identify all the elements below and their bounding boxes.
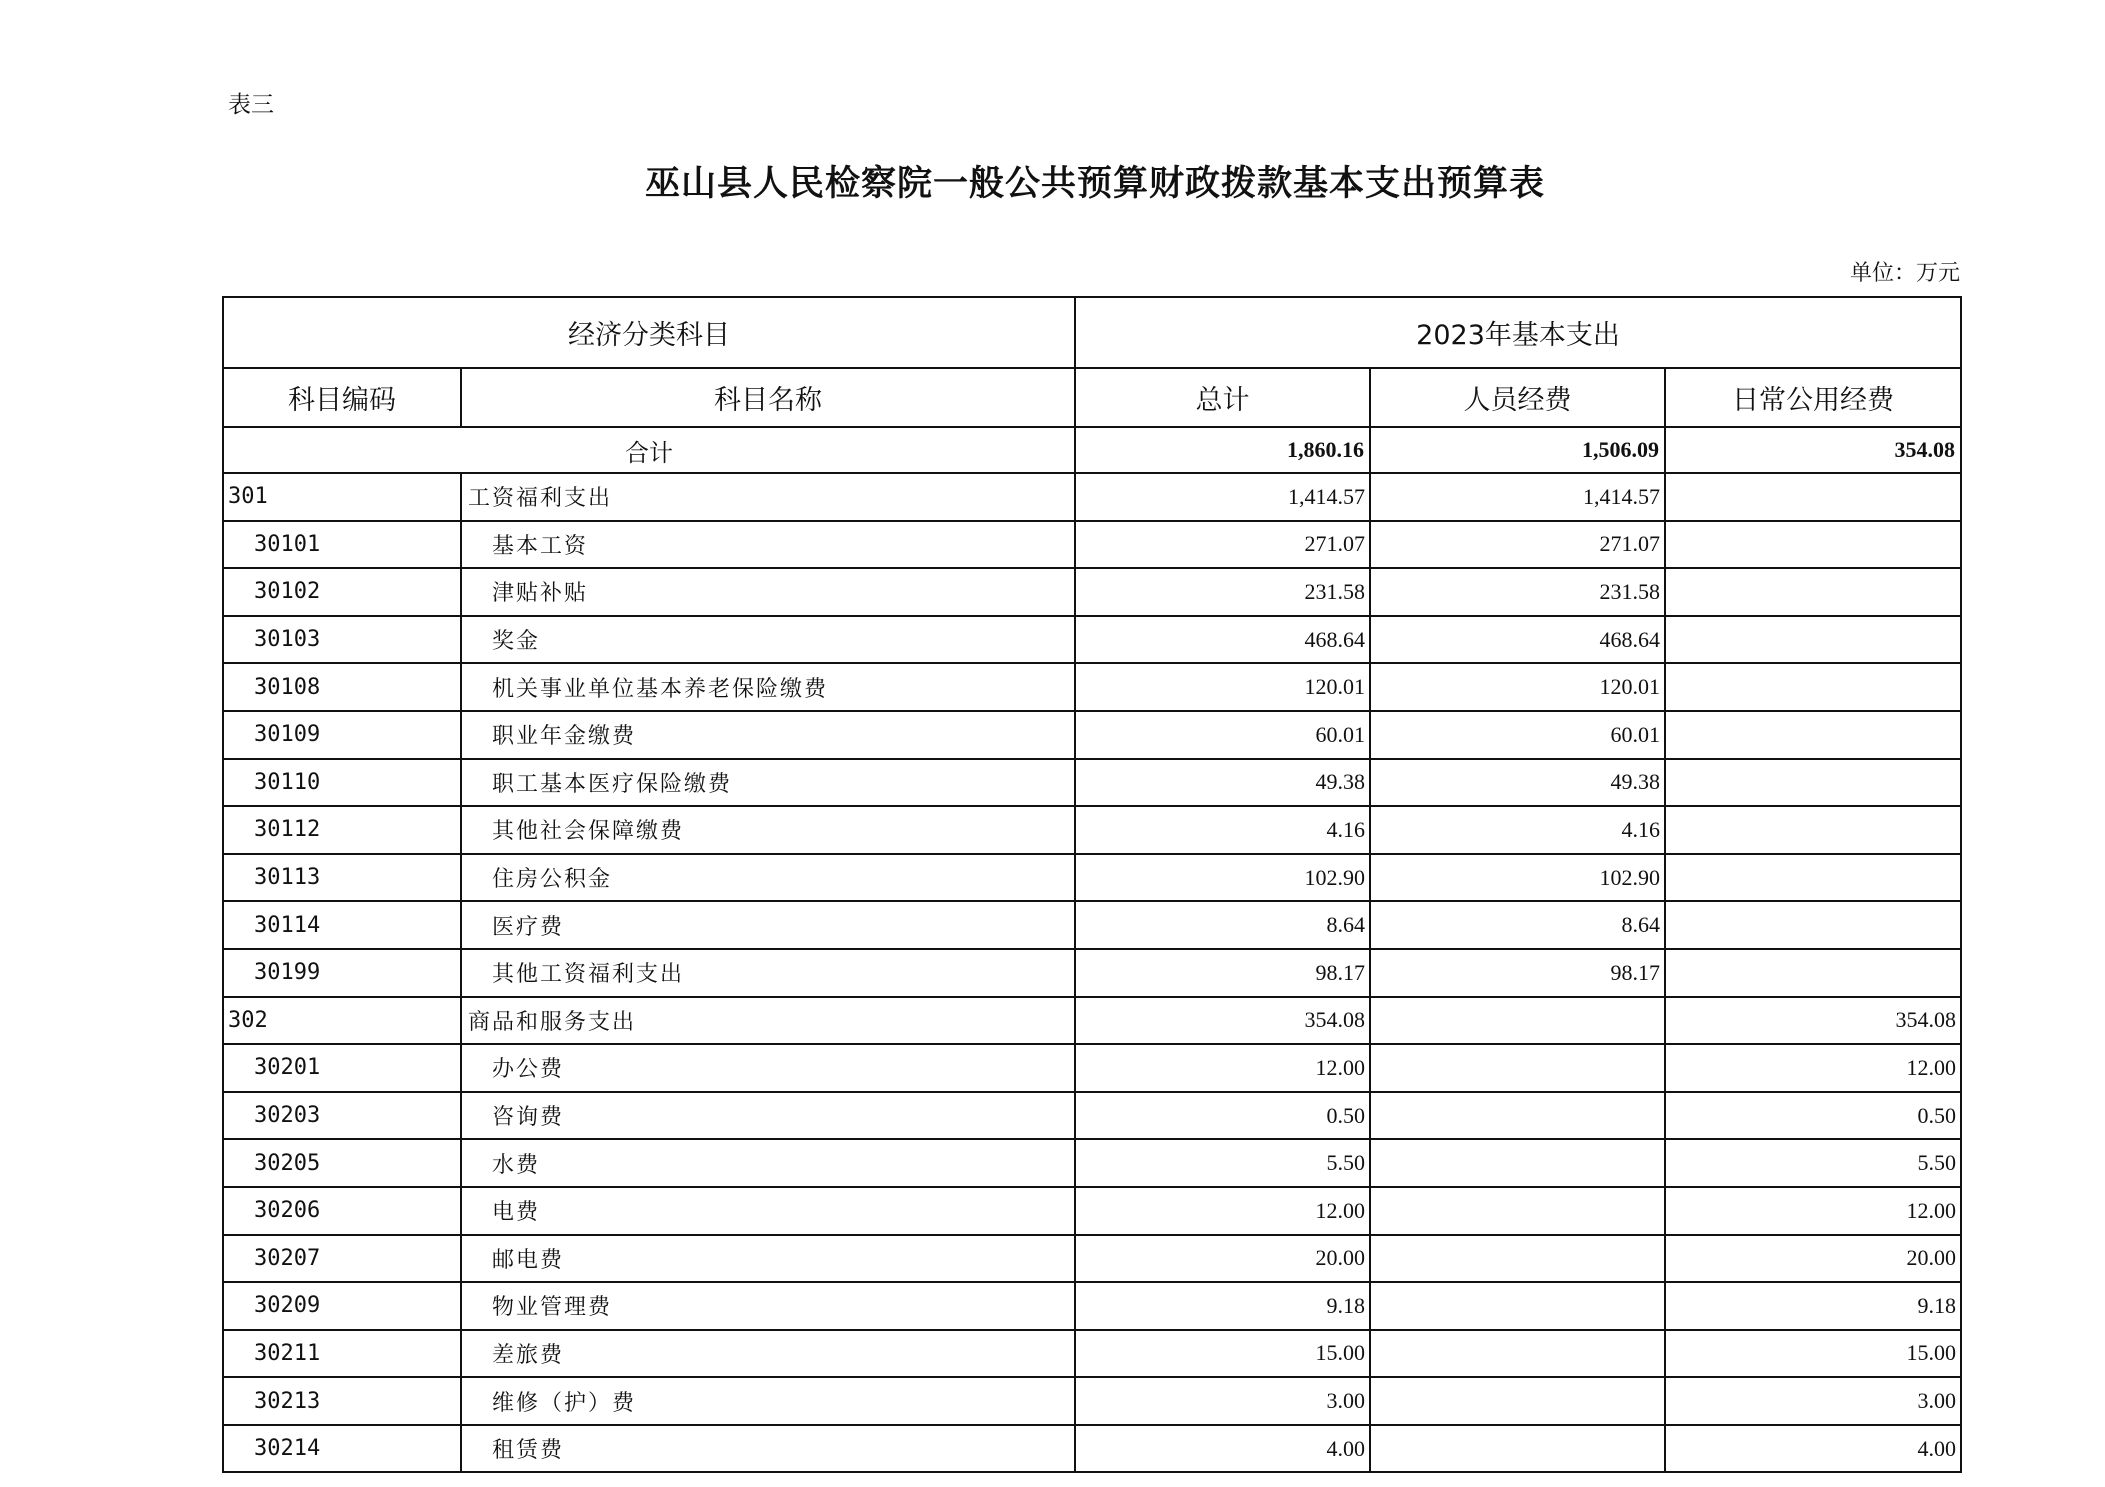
public-cell <box>1665 806 1961 854</box>
header-total: 总计 <box>1075 368 1370 427</box>
public-cell <box>1665 949 1961 997</box>
public-cell: 15.00 <box>1665 1330 1961 1378</box>
budget-table <box>222 296 1962 1473</box>
personnel-cell <box>1370 1282 1665 1330</box>
subject-code-cell: 30112 <box>223 806 461 854</box>
total-cell: 8.64 <box>1075 901 1370 949</box>
total-cell: 120.01 <box>1075 663 1370 711</box>
total-cell: 231.58 <box>1075 568 1370 616</box>
public-cell <box>1665 568 1961 616</box>
table-row <box>223 997 1961 1045</box>
subject-name-cell: 住房公积金 <box>461 854 1075 902</box>
unit-label: 单位：万元 <box>1849 261 1960 286</box>
public-cell <box>1665 521 1961 569</box>
personnel-cell: 102.90 <box>1370 854 1665 902</box>
table-row <box>223 1377 1961 1425</box>
subject-code-cell: 30207 <box>223 1235 461 1283</box>
total-cell: 3.00 <box>1075 1377 1370 1425</box>
personnel-cell: 231.58 <box>1370 568 1665 616</box>
subject-name-cell: 物业管理费 <box>461 1282 1075 1330</box>
table-row <box>223 854 1961 902</box>
total-cell: 4.00 <box>1075 1425 1370 1473</box>
subject-name-cell: 其他社会保障缴费 <box>461 806 1075 854</box>
table-row <box>223 711 1961 759</box>
public-cell: 9.18 <box>1665 1282 1961 1330</box>
total-cell: 354.08 <box>1075 997 1370 1045</box>
personnel-cell: 120.01 <box>1370 663 1665 711</box>
table-row <box>223 901 1961 949</box>
personnel-cell <box>1370 1330 1665 1378</box>
table-row <box>223 473 1961 521</box>
table-row <box>223 663 1961 711</box>
subject-name-cell: 工资福利支出 <box>461 473 1075 521</box>
subject-code-cell: 30113 <box>223 854 461 902</box>
subject-code-cell: 30203 <box>223 1092 461 1140</box>
table-row <box>223 616 1961 664</box>
personnel-cell <box>1370 1377 1665 1425</box>
total-value: 1,860.16 <box>1075 427 1370 473</box>
table-row <box>223 1235 1961 1283</box>
personnel-cell: 8.64 <box>1370 901 1665 949</box>
table-row <box>223 1187 1961 1235</box>
subject-name-cell: 商品和服务支出 <box>461 997 1075 1045</box>
table-row <box>223 568 1961 616</box>
header-personnel-expenses: 人员经费 <box>1370 368 1665 427</box>
total-personnel-value: 1,506.09 <box>1370 427 1665 473</box>
total-cell: 271.07 <box>1075 521 1370 569</box>
public-cell: 12.00 <box>1665 1187 1961 1235</box>
table-row <box>223 1425 1961 1473</box>
subject-name-cell: 津贴补贴 <box>461 568 1075 616</box>
subject-code-cell: 30101 <box>223 521 461 569</box>
table-row <box>223 1282 1961 1330</box>
personnel-cell <box>1370 1092 1665 1140</box>
public-cell: 3.00 <box>1665 1377 1961 1425</box>
subject-code-cell: 30108 <box>223 663 461 711</box>
public-cell: 4.00 <box>1665 1425 1961 1473</box>
table-row <box>223 1044 1961 1092</box>
subject-name-cell: 租赁费 <box>461 1425 1075 1473</box>
public-cell: 20.00 <box>1665 1235 1961 1283</box>
personnel-cell: 49.38 <box>1370 759 1665 807</box>
table-row <box>223 806 1961 854</box>
subject-code-cell: 30110 <box>223 759 461 807</box>
table-row <box>223 759 1961 807</box>
table-row <box>223 1139 1961 1187</box>
personnel-cell: 98.17 <box>1370 949 1665 997</box>
total-cell: 12.00 <box>1075 1187 1370 1235</box>
public-cell: 5.50 <box>1665 1139 1961 1187</box>
subject-name-cell: 咨询费 <box>461 1092 1075 1140</box>
public-cell <box>1665 711 1961 759</box>
personnel-cell <box>1370 1235 1665 1283</box>
subject-code-cell: 30103 <box>223 616 461 664</box>
personnel-cell <box>1370 1044 1665 1092</box>
personnel-cell <box>1370 997 1665 1045</box>
personnel-cell: 468.64 <box>1370 616 1665 664</box>
total-cell: 60.01 <box>1075 711 1370 759</box>
personnel-cell: 60.01 <box>1370 711 1665 759</box>
header-basic-expenditure-2023: 2023年基本支出 <box>1075 297 1961 368</box>
public-cell: 12.00 <box>1665 1044 1961 1092</box>
document-title: 巫山县人民检察院一般公共预算财政拨款基本支出预算表 <box>644 163 1545 204</box>
public-cell: 354.08 <box>1665 997 1961 1045</box>
subject-name-cell: 水费 <box>461 1139 1075 1187</box>
personnel-cell: 4.16 <box>1370 806 1665 854</box>
table-row <box>223 1092 1961 1140</box>
total-cell: 1,414.57 <box>1075 473 1370 521</box>
total-row <box>223 427 1961 473</box>
subject-code-cell: 30114 <box>223 901 461 949</box>
header-subject-code: 科目编码 <box>223 368 461 427</box>
total-label: 合计 <box>223 427 1075 473</box>
total-cell: 5.50 <box>1075 1139 1370 1187</box>
subject-name-cell: 电费 <box>461 1187 1075 1235</box>
subject-code-cell: 30206 <box>223 1187 461 1235</box>
subject-code-cell: 30213 <box>223 1377 461 1425</box>
public-cell <box>1665 473 1961 521</box>
total-cell: 15.00 <box>1075 1330 1370 1378</box>
subject-code-cell: 302 <box>223 997 461 1045</box>
subject-code-cell: 30201 <box>223 1044 461 1092</box>
personnel-cell <box>1370 1425 1665 1473</box>
personnel-cell: 271.07 <box>1370 521 1665 569</box>
personnel-cell <box>1370 1139 1665 1187</box>
total-cell: 98.17 <box>1075 949 1370 997</box>
public-cell <box>1665 663 1961 711</box>
subject-name-cell: 基本工资 <box>461 521 1075 569</box>
subject-code-cell: 30209 <box>223 1282 461 1330</box>
table-row <box>223 521 1961 569</box>
subject-name-cell: 医疗费 <box>461 901 1075 949</box>
subject-name-cell: 办公费 <box>461 1044 1075 1092</box>
subject-code-cell: 30102 <box>223 568 461 616</box>
subject-name-cell: 邮电费 <box>461 1235 1075 1283</box>
total-cell: 9.18 <box>1075 1282 1370 1330</box>
table-row <box>223 1330 1961 1378</box>
subject-name-cell: 差旅费 <box>461 1330 1075 1378</box>
subject-code-cell: 30109 <box>223 711 461 759</box>
subject-name-cell: 其他工资福利支出 <box>461 949 1075 997</box>
table-row <box>223 949 1961 997</box>
public-cell <box>1665 901 1961 949</box>
total-cell: 102.90 <box>1075 854 1370 902</box>
subject-name-cell: 职业年金缴费 <box>461 711 1075 759</box>
subject-code-cell: 301 <box>223 473 461 521</box>
header-economic-classification: 经济分类科目 <box>223 297 1075 368</box>
total-cell: 0.50 <box>1075 1092 1370 1140</box>
total-public-value: 354.08 <box>1665 427 1961 473</box>
subject-code-cell: 30205 <box>223 1139 461 1187</box>
subject-name-cell: 维修（护）费 <box>461 1377 1075 1425</box>
public-cell: 0.50 <box>1665 1092 1961 1140</box>
public-cell <box>1665 854 1961 902</box>
subject-code-cell: 30199 <box>223 949 461 997</box>
subject-name-cell: 职工基本医疗保险缴费 <box>461 759 1075 807</box>
subject-code-cell: 30214 <box>223 1425 461 1473</box>
total-cell: 20.00 <box>1075 1235 1370 1283</box>
public-cell <box>1665 616 1961 664</box>
total-cell: 468.64 <box>1075 616 1370 664</box>
total-cell: 49.38 <box>1075 759 1370 807</box>
table-number-label: 表三 <box>228 92 274 118</box>
subject-name-cell: 机关事业单位基本养老保险缴费 <box>461 663 1075 711</box>
header-public-expenses: 日常公用经费 <box>1665 368 1961 427</box>
total-cell: 4.16 <box>1075 806 1370 854</box>
subject-name-cell: 奖金 <box>461 616 1075 664</box>
header-subject-name: 科目名称 <box>461 368 1075 427</box>
total-cell: 12.00 <box>1075 1044 1370 1092</box>
personnel-cell: 1,414.57 <box>1370 473 1665 521</box>
subject-code-cell: 30211 <box>223 1330 461 1378</box>
public-cell <box>1665 759 1961 807</box>
personnel-cell <box>1370 1187 1665 1235</box>
